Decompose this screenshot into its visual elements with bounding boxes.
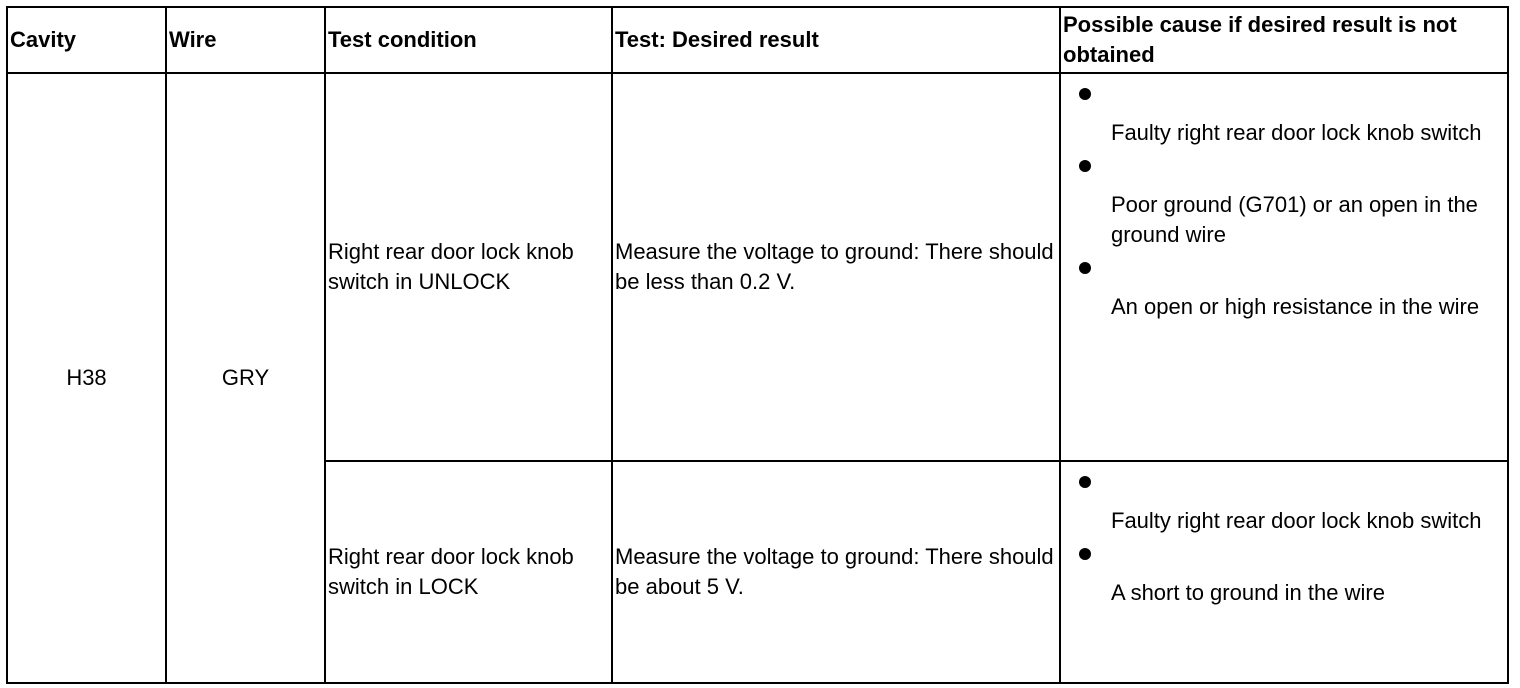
wire-cell: GRY [166,73,325,683]
cause-item [1061,148,1507,250]
bullet-icon [1079,88,1091,100]
bullet-icon [1079,160,1091,172]
bullet-icon [1079,262,1091,274]
header-row [7,7,1508,73]
cause-text: Poor ground (G701) or an open in the ground wire [1111,192,1478,247]
desired-result-cell: Measure the voltage to ground: There should be about 5 V. [612,461,1060,683]
header-possible-cause: Possible cause if desired result is not obtained [1060,7,1508,73]
possible-cause-cell [1060,461,1508,683]
cause-item [1061,464,1507,536]
header-desired-result: Test: Desired result [612,7,1060,73]
possible-cause-cell [1060,73,1508,461]
desired-result-cell: Measure the voltage to ground: There should be less than 0.2 V. [612,73,1060,461]
cause-item [1061,250,1507,322]
test-condition-cell: Right rear door lock knob switch in UNLOCK [325,73,612,461]
bullet-icon [1079,548,1091,560]
cause-text: A short to ground in the wire [1111,580,1385,605]
table-row [7,73,1508,461]
cause-text: Faulty right rear door lock knob switch [1111,508,1482,533]
test-condition-cell: Right rear door lock knob switch in LOCK [325,461,612,683]
header-test-condition: Test condition [325,7,612,73]
header-wire: Wire [166,7,325,73]
bullet-icon [1079,476,1091,488]
cause-item [1061,536,1507,608]
cause-item [1061,76,1507,148]
cause-text: Faulty right rear door lock knob switch [1111,120,1482,145]
diagnostic-table [6,6,1509,684]
cause-list [1061,462,1507,608]
cavity-cell: H38 [7,73,166,683]
cause-text: An open or high resistance in the wire [1111,294,1480,319]
header-cavity: Cavity [7,7,166,73]
cause-list [1061,74,1507,322]
